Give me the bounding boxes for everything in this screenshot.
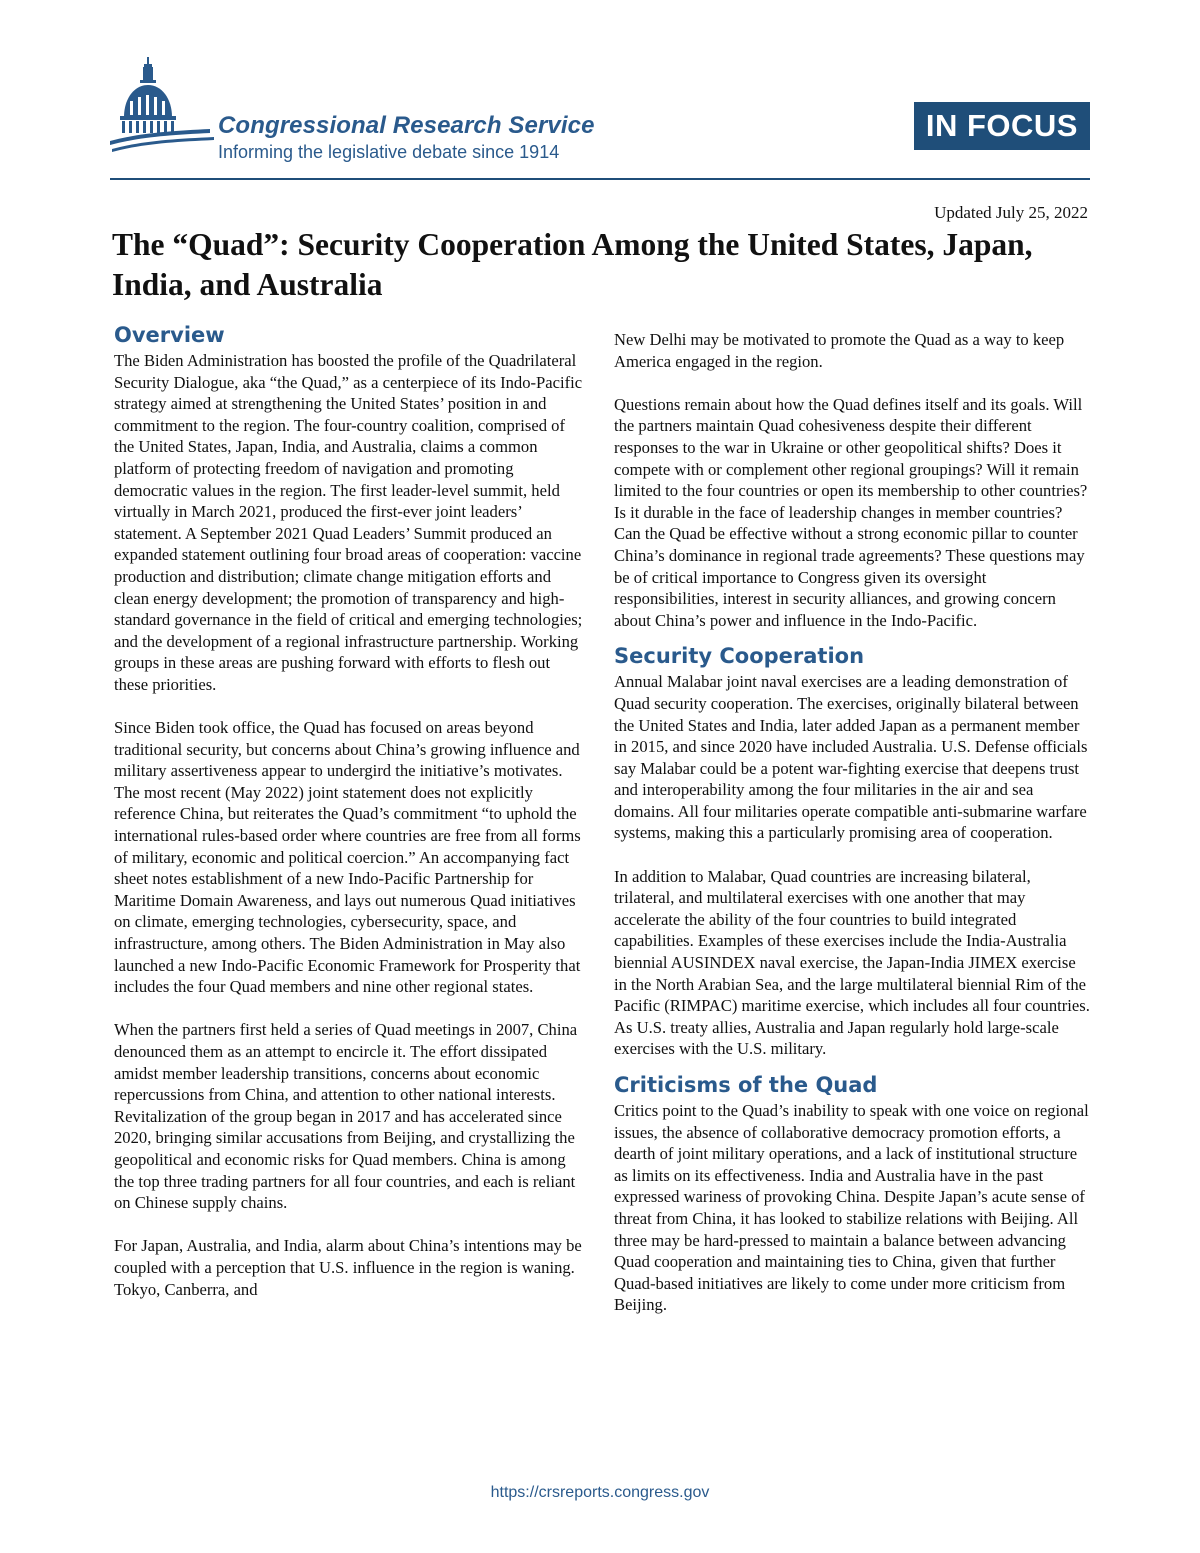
document-title: The “Quad”: Security Cooperation Among the United States, Japan, India, and Australia — [112, 227, 1033, 302]
section-heading-overview: Overview — [114, 323, 225, 347]
paragraph: When the partners first held a series of Quad meetings in 2007, China denounced them as an attempt to encircle it. The effort dissipated amidst member leadership transitions, concerns about economic repercussions from China, and attention to other national interests. Revitalization of the group began in 2017 and has accelerated since 2020, bringing similar accusations from Beijing, and crystallizing the geopolitical and economic risks for Quad members. China is among the top three trading partners for all four countries, and each is reliant on Chinese supply chains. — [114, 1020, 578, 1213]
paragraph: Annual Malabar joint naval exercises are a leading demonstration of Quad security cooperation. The exercises, originally bilateral between the United States and India, later added Japan as a permanent member in 2015, and since 2020 have included Australia. U.S. Defense officials say Malabar could be a potent war-fighting exercise that deepens trust and interoperability among the four militaries in the air and sea domains. All four militaries operate compatible anti-submarine warfare systems, making this a particularly promising area of cooperation. — [614, 672, 1088, 843]
updated-date: Updated July 25, 2022 — [934, 203, 1088, 222]
organization-name: Congressional Research Service — [218, 112, 595, 139]
organization-tagline: Informing the legislative debate since 1914 — [218, 142, 560, 162]
paragraph: In addition to Malabar, Quad countries are increasing bilateral, trilateral, and multilateral exercises with one another that may accelerate the ability of the four countries to build integrated capabilities. Examples of these exercises include the India-Australia biennial AUSINDEX naval exercise, the Japan-India JIMEX exercise in the North Arabian Sea, and the large multilateral biennial Rim of the Pacific (RIMPAC) maritime exercise, which includes all four countries. As U.S. treaty allies, Australia and Japan regularly hold large-scale exercises with the U.S. military. — [614, 866, 1090, 1059]
right-column — [614, 329, 1090, 1338]
header-divider — [110, 178, 1090, 180]
paragraph: For Japan, Australia, and India, alarm about China’s intentions may be coupled with a perception that U.S. influence in the region is waning. Tokyo, Canberra, and — [114, 1236, 582, 1299]
paragraph: Critics point to the Quad’s inability to speak with one voice on regional issues, the absence of collaborative democracy promotion efforts, a dearth of joint military operations, and a lack of institutional structure as limits on its effectiveness. India and Australia have in the past expressed wariness of provoking China. Despite Japan’s acute sense of threat from China, it has looked to stabilize relations with Beijing. All three may be hard-pressed to maintain a balance between advancing Quad cooperation and maintaining ties to China, given that further Quad-based initiatives are likely to come under more criticism from Beijing. — [614, 1101, 1089, 1315]
left-column — [114, 322, 586, 1322]
section-heading-criticisms: Criticisms of the Quad — [614, 1073, 878, 1097]
footer-link[interactable]: https://crsreports.congress.gov — [490, 1484, 710, 1501]
paragraph: The Biden Administration has boosted the profile of the Quadrilateral Security Dialogue, aka “the Quad,” as a centerpiece of its Indo-Pacific strategy aimed at strengthening the United States’ position in and commitment to the region. The four-country coalition, comprised of the United States, Japan, India, and Australia, claims a common platform of protecting freedom of navigation and promoting democratic values in the region. The first leader-level summit, held virtually in March 2021, produced the first-ever joint leaders’ statement. A September 2021 Quad Leaders’ Summit produced an expanded statement outlining four broad areas of cooperation: vaccine production and distribution; climate change mitigation efforts and clean energy development; the promotion of transparency and high-standard governance in the field of critical and emerging technologies; and the development of a regional infrastructure partnership. Working groups in these areas are pushing forward with efforts to flesh out these priorities. — [114, 351, 583, 694]
capitol-dome-icon — [110, 55, 220, 155]
section-heading-security-cooperation: Security Cooperation — [614, 644, 865, 669]
paragraph: New Delhi may be motivated to promote the Quad as a way to keep America engaged in the region. — [614, 330, 1065, 371]
paragraph: Since Biden took office, the Quad has focused on areas beyond traditional security, but concerns about China’s growing influence and military assertiveness appear to undergird the initiative’s motivates. The most recent (May 2022) joint statement does not explicitly reference China, but reiterates the Quad’s commitment “to uphold the international rules-based order where countries are free from all forms of military, economic and political coercion.” An accompanying fact sheet notes establishment of a new Indo-Pacific Partnership for Maritime Domain Awareness, and lays out numerous Quad initiatives on climate, emerging technologies, cybersecurity, space, and infrastructure, among others. The Biden Administration in May also launched a new Indo-Pacific Economic Framework for Prosperity that includes the four Quad members and nine other regional states. — [114, 718, 581, 997]
in-focus-badge: IN FOCUS — [914, 102, 1090, 150]
header — [110, 55, 1090, 180]
paragraph: Questions remain about how the Quad defines itself and its goals. Will the partners maintain Quad cohesiveness despite their different responses to the war in Ukraine or other geopolitical shifts? Does it compete with or complement other regional groupings? Will it remain limited to the four countries or open its membership to other countries? Is it durable in the face of leadership changes in member countries? Can the Quad be effective without a strong economic pillar to counter China’s dominance in regional trade agreements? These questions may be of critical importance to Congress given its oversight responsibilities, interest in security alliances, and growing concern about China’s power and influence in the Indo-Pacific. — [614, 394, 1088, 630]
